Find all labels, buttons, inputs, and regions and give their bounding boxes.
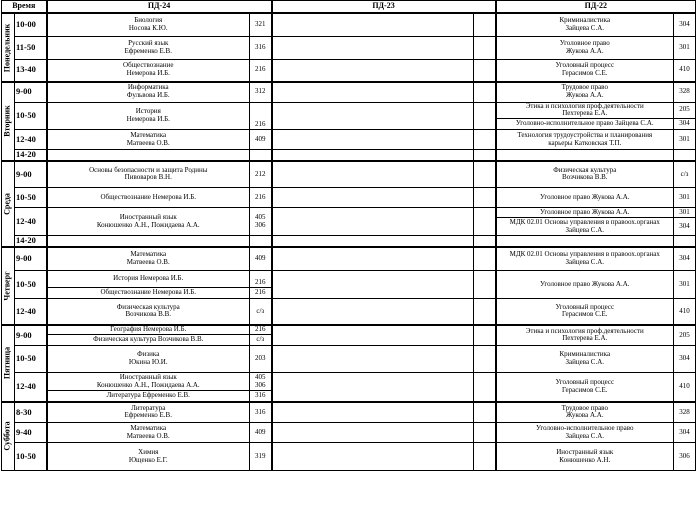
room-cell: 410 <box>674 373 696 402</box>
empty-cell <box>474 271 496 299</box>
empty-cell <box>272 236 474 247</box>
room-cell: 304 <box>674 423 696 443</box>
room-cell: 304 <box>674 346 696 373</box>
time-cell: 12-40 <box>15 299 47 325</box>
room-cell: 316 <box>250 36 272 59</box>
table-row <box>2 36 696 59</box>
time-cell: 9-00 <box>15 247 47 271</box>
table-row <box>2 373 696 391</box>
empty-cell <box>474 36 496 59</box>
room-cell: 304 <box>674 218 696 236</box>
empty-cell <box>272 161 474 188</box>
table-row <box>2 325 696 335</box>
empty-cell <box>272 13 474 36</box>
lesson-cell: Математика Матвеева О.В. <box>47 130 250 150</box>
empty-cell <box>272 299 474 325</box>
room-cell: 306 <box>674 443 696 471</box>
table-row <box>2 423 696 443</box>
table-row <box>2 161 696 188</box>
empty-cell <box>474 130 496 150</box>
time-cell: 10-50 <box>15 443 47 471</box>
empty-cell <box>272 271 474 299</box>
lesson-cell: Физическая культура Возчикова В.В. <box>47 335 250 346</box>
lesson-cell: Уголовное право Жукова А.А. <box>496 36 674 59</box>
day-label-thursday: Четверг <box>2 247 15 325</box>
empty-cell <box>474 208 496 236</box>
empty-cell <box>474 59 496 82</box>
time-cell: 14-20 <box>15 236 47 247</box>
room-cell: 301 <box>674 36 696 59</box>
empty-cell <box>272 373 474 402</box>
lesson-cell: Биология Носова К.Ю. <box>47 13 250 36</box>
table-row <box>2 59 696 82</box>
room-cell: 301 <box>674 208 696 218</box>
table-row <box>2 82 696 102</box>
lesson-cell: Обществознание Немерова И.Б. <box>47 59 250 82</box>
table-row <box>2 346 696 373</box>
empty-cell <box>496 150 674 161</box>
room-cell: 409 <box>250 247 272 271</box>
empty-cell <box>250 150 272 161</box>
empty-cell <box>272 443 474 471</box>
empty-cell <box>47 236 250 247</box>
table-row <box>2 271 696 288</box>
empty-cell <box>674 236 696 247</box>
empty-cell <box>47 150 250 161</box>
room-cell: 216 <box>250 325 272 335</box>
lesson-cell: Уголовное право Жукова А.А. <box>496 188 674 208</box>
time-cell: 8-30 <box>15 402 47 423</box>
room-cell: 316 <box>250 391 272 402</box>
empty-cell <box>272 188 474 208</box>
room-cell: 316 <box>250 402 272 423</box>
room-cell: 409 <box>250 423 272 443</box>
day-label-tuesday: Вторник <box>2 82 15 161</box>
lesson-cell: Уголовный процесс Герасимов С.Е. <box>496 299 674 325</box>
table-row <box>2 150 696 161</box>
lesson-cell: Обществознание Немерова И.Б. <box>47 188 250 208</box>
lesson-cell: Литература Ефременко Е.В. <box>47 391 250 402</box>
room-cell: 328 <box>674 82 696 102</box>
lesson-cell: Уголовный процесс Герасимов С.Е. <box>496 373 674 402</box>
empty-cell <box>474 188 496 208</box>
lesson-cell: Уголовное право Жукова А.А. <box>496 271 674 299</box>
empty-cell <box>474 373 496 402</box>
empty-cell <box>272 130 474 150</box>
empty-cell <box>474 236 496 247</box>
lesson-cell: Русский язык Ефременко Е.В. <box>47 36 250 59</box>
lesson-cell: Уголовно-исполнительное право Зайцева С.А. <box>496 119 674 130</box>
room-cell: 205 <box>674 102 696 119</box>
lesson-cell: История Немерова И.Б. <box>47 271 250 288</box>
lesson-cell: Физическая культура Возчикова В.В. <box>47 299 250 325</box>
lesson-cell: Иностранный язык Конюшенко А.Н., Пожидаева А.А. <box>47 373 250 391</box>
day-label-wednesday: Среда <box>2 161 15 247</box>
lesson-cell: Этика и психология проф.деятельности Пехтерева Е.А. <box>496 102 674 119</box>
time-cell: 12-40 <box>15 208 47 236</box>
time-cell: 14-20 <box>15 150 47 161</box>
lesson-cell: Трудовое право Жукова А.А. <box>496 82 674 102</box>
room-cell: 410 <box>674 299 696 325</box>
empty-cell <box>272 59 474 82</box>
empty-cell <box>272 36 474 59</box>
empty-cell <box>250 236 272 247</box>
room-cell: 328 <box>674 402 696 423</box>
empty-cell <box>272 402 474 423</box>
room-cell: 301 <box>674 271 696 299</box>
lesson-cell: Литература Ефременко Е.В. <box>47 402 250 423</box>
time-cell: 9-00 <box>15 82 47 102</box>
empty-cell <box>474 299 496 325</box>
day-label-monday: Понедельник <box>2 13 15 82</box>
table-row <box>2 130 696 150</box>
lesson-cell: Криминалистика Зайцева С.А. <box>496 346 674 373</box>
room-cell: 205 <box>674 325 696 346</box>
time-cell: 10-50 <box>15 102 47 130</box>
room-cell: 304 <box>674 247 696 271</box>
lesson-cell: Математика Матвеева О.В. <box>47 423 250 443</box>
empty-cell <box>474 247 496 271</box>
empty-cell <box>272 247 474 271</box>
lesson-cell: Информатика Фульвова И.Б. <box>47 82 250 102</box>
empty-cell <box>474 346 496 373</box>
room-cell: 216 <box>250 102 272 130</box>
time-cell: 9-40 <box>15 423 47 443</box>
room-cell: 216 <box>250 288 272 299</box>
lesson-cell: Химия Ющенко Е.Г. <box>47 443 250 471</box>
room-cell: 321 <box>250 13 272 36</box>
empty-cell <box>474 423 496 443</box>
lesson-cell: Уголовно-исполнительное право Зайцева С.А. <box>496 423 674 443</box>
lesson-cell: Иностранный язык Конюшенко А.Н. <box>496 443 674 471</box>
table-row <box>2 208 696 218</box>
lesson-cell: История Немерова И.Б. <box>47 102 250 130</box>
empty-cell <box>474 325 496 346</box>
empty-cell <box>474 150 496 161</box>
table-row <box>2 102 696 119</box>
time-cell: 10-00 <box>15 13 47 36</box>
empty-cell <box>474 82 496 102</box>
empty-cell <box>474 13 496 36</box>
lesson-cell: География Немерова И.Б. <box>47 325 250 335</box>
lesson-cell: Иностранный язык Конюшенко А.Н., Пожидаева А.А. <box>47 208 250 236</box>
time-cell: 12-40 <box>15 130 47 150</box>
room-cell: 409 <box>250 130 272 150</box>
room-cell: 203 <box>250 346 272 373</box>
room-cell: 304 <box>674 13 696 36</box>
lesson-cell: Трудовое право Жукова А.А. <box>496 402 674 423</box>
lesson-cell: Этика и психология проф.деятельности Пехтерева Е.А. <box>496 325 674 346</box>
room-cell: с/з <box>250 335 272 346</box>
day-label-friday: Пятница <box>2 325 15 402</box>
table-row <box>2 299 696 325</box>
group-header-pd23: ПД-23 <box>272 1 496 14</box>
lesson-cell: Математика Матвеева О.В. <box>47 247 250 271</box>
room-cell: 216 <box>250 271 272 288</box>
lesson-cell: МДК 02.01 Основы управления в правоох.органах Зайцева С.А. <box>496 218 674 236</box>
empty-cell <box>272 82 474 102</box>
lesson-cell: Обществознание Немерова И.Б. <box>47 288 250 299</box>
table-row <box>2 247 696 271</box>
time-cell: 12-40 <box>15 373 47 402</box>
empty-cell <box>474 402 496 423</box>
lesson-cell: Криминалистика Зайцева С.А. <box>496 13 674 36</box>
room-cell: 405 306 <box>250 373 272 391</box>
empty-cell <box>474 443 496 471</box>
room-cell: 301 <box>674 188 696 208</box>
time-cell: 9-00 <box>15 325 47 346</box>
time-cell: 9-00 <box>15 161 47 188</box>
time-cell: 10-50 <box>15 188 47 208</box>
table-row <box>2 188 696 208</box>
room-cell: 212 <box>250 161 272 188</box>
room-cell: 319 <box>250 443 272 471</box>
room-cell: 405 306 <box>250 208 272 236</box>
group-header-pd24: ПД-24 <box>47 1 272 14</box>
empty-cell <box>272 346 474 373</box>
empty-cell <box>474 161 496 188</box>
room-cell: 216 <box>250 59 272 82</box>
table-row <box>2 236 696 247</box>
lesson-cell: Физическая культура Возчикова В.В. <box>496 161 674 188</box>
time-cell: 10-50 <box>15 271 47 299</box>
time-cell: 13-40 <box>15 59 47 82</box>
table-row <box>2 402 696 423</box>
lesson-cell: Уголовное право Жукова А.А. <box>496 208 674 218</box>
room-cell: 216 <box>250 188 272 208</box>
lesson-cell: Физика Юкина Ю.И. <box>47 346 250 373</box>
room-cell: 312 <box>250 82 272 102</box>
time-header: Время <box>2 1 47 14</box>
schedule-table <box>1 0 696 471</box>
lesson-cell: Основы безопасности и защита Родины Пивоваров В.Н. <box>47 161 250 188</box>
lesson-cell: Технология трудоустройства и планирования карьеры Катковская Т.П. <box>496 130 674 150</box>
time-cell: 10-50 <box>15 346 47 373</box>
empty-cell <box>674 150 696 161</box>
room-cell: с/з <box>250 299 272 325</box>
group-header-pd22: ПД-22 <box>496 1 696 14</box>
time-cell: 11-50 <box>15 36 47 59</box>
empty-cell <box>272 150 474 161</box>
room-cell: с/з <box>674 161 696 188</box>
empty-cell <box>272 423 474 443</box>
table-row <box>2 13 696 36</box>
empty-cell <box>496 236 674 247</box>
empty-cell <box>272 102 474 130</box>
empty-cell <box>272 325 474 346</box>
room-cell: 301 <box>674 130 696 150</box>
empty-cell <box>474 102 496 130</box>
lesson-cell: МДК 02.01 Основы управления в правоох.органах Зайцева С.А. <box>496 247 674 271</box>
table-row <box>2 443 696 471</box>
day-label-saturday: Суббота <box>2 402 15 471</box>
room-cell: 304 <box>674 119 696 130</box>
room-cell: 410 <box>674 59 696 82</box>
header-row <box>2 1 696 14</box>
lesson-cell: Уголовный процесс Герасимов С.Е. <box>496 59 674 82</box>
empty-cell <box>272 208 474 236</box>
